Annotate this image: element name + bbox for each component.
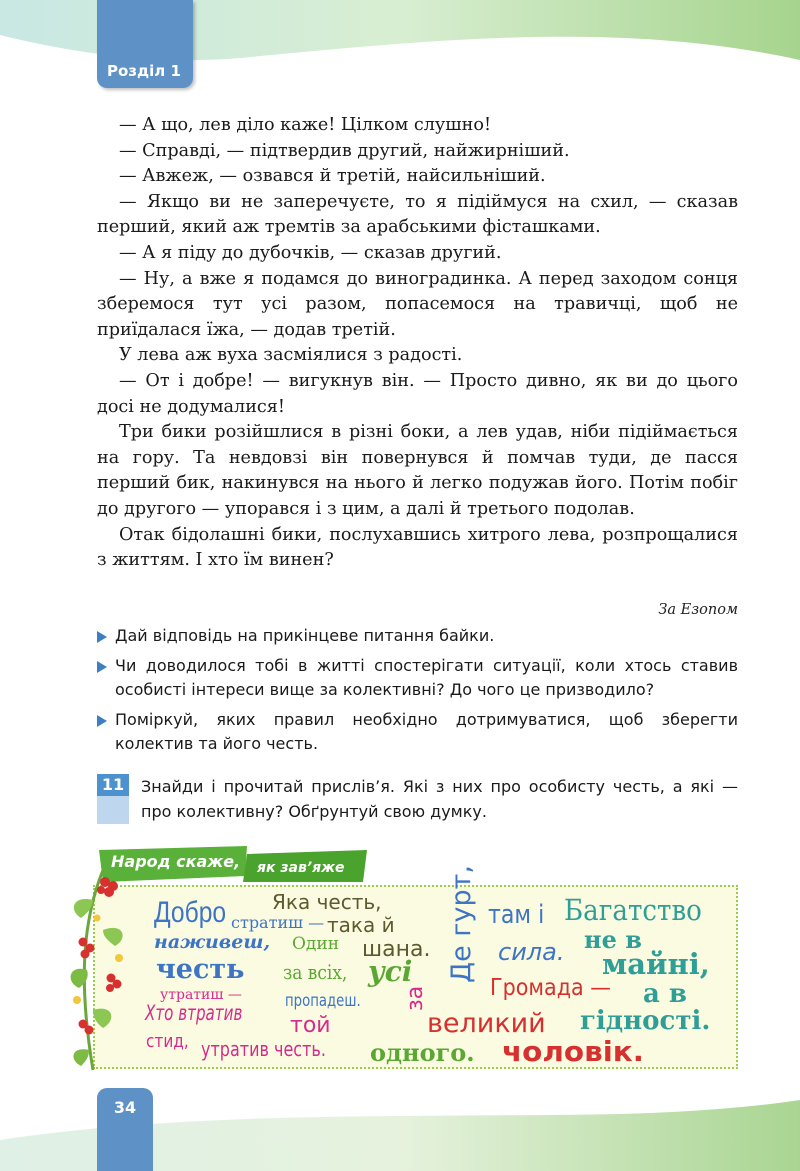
proverb-word: Де гурт, — [446, 865, 477, 983]
proverb-word: гідності. — [580, 1006, 711, 1036]
triangle-bullet-icon — [97, 661, 107, 673]
proverb-word: Хто втратив — [145, 1001, 243, 1025]
proverb-word: там і — [488, 900, 545, 930]
proverb-word: сила. — [498, 938, 565, 966]
proverb-word: Багатство — [564, 893, 702, 927]
section-tab — [97, 0, 193, 88]
proverb-word: Яка честь, — [272, 890, 382, 914]
page-number: 34 — [113, 1098, 137, 1117]
paragraph: — Справді, — підтвердив другий, найжирніший. — [119, 140, 570, 161]
proverb-word: майні, — [602, 947, 710, 981]
proverb-word: Один — [292, 934, 340, 954]
proverb-word: стид, — [146, 1031, 189, 1052]
task-number: 11 — [97, 774, 129, 796]
paragraph: — Ну, а вже я подамся до виноградинка. А перед заходом сонця зберемося тут усі разом, попасемося на травичці, щоб не приїдалася їжа, — додав третій. — [97, 268, 738, 340]
proverb-word: той — [290, 1013, 331, 1038]
viburnum-wreath-icon — [63, 860, 143, 1080]
task-number-badge — [97, 774, 129, 824]
proverb-word: не в — [584, 925, 642, 954]
proverb-word: усі — [368, 955, 413, 988]
proverb-word: така й — [327, 913, 395, 937]
proverb-word: за всіх, — [283, 960, 348, 984]
proverb-word: утратиш — — [160, 987, 242, 1003]
paragraph: — Якщо ви не заперечуєте, то я підіймуся на схил, — сказав перший, який аж тремтів за арабськими фісташками. — [97, 191, 738, 238]
proverb-word: пропадеш. — [285, 991, 361, 1011]
author-attribution: За Езопом — [658, 602, 738, 618]
banner-title: Народ скаже, — [111, 852, 241, 871]
triangle-bullet-icon — [97, 631, 107, 643]
triangle-bullet-icon — [97, 715, 107, 727]
task-block — [97, 774, 738, 824]
paragraph: — От і добре! — вигукнув він. — Просто дивно, як ви до цього досі не додумалися! — [97, 370, 738, 417]
proverb-word: великий — [427, 1008, 546, 1039]
proverb-word: за — [403, 985, 428, 1011]
paragraph: — Авжеж, — озвався й третій, найсильніший. — [119, 166, 546, 187]
paragraph: — А що, лев діло каже! Цілком слушно! — [119, 115, 492, 135]
proverb-word: а в — [643, 979, 687, 1009]
proverb-word: шана. — [362, 937, 431, 962]
proverb-word: наживеш, — [154, 931, 271, 953]
proverb-word: честь — [156, 954, 245, 985]
question-text: Поміркуй, яких правил необхідно дотримуватися, щоб зберегти колектив та його честь. — [115, 710, 738, 753]
paragraph: Отак бідолашні бики, послухавшись хитрого лева, розпрощалися з життям. І хто їм винен? — [97, 524, 738, 571]
fable-text — [97, 113, 738, 574]
proverb-word: утратив честь. — [201, 1037, 326, 1061]
page-number-tab — [97, 1088, 153, 1171]
paragraph: — А я піду до дубочків, — сказав другий. — [119, 242, 502, 263]
section-label: Розділ 1 — [107, 62, 181, 80]
question-item — [97, 624, 738, 648]
paragraph: Три бики розійшлися в різні боки, а лев удав, ніби підіймається на гору. Та невдовзі він повернувся й помчав туди, де пасся перший бик, накинувся на нього й легко подужав його. Потім побіг до другого — упорався і з цим, а далі й третього подолав. — [97, 422, 738, 519]
proverb-word: стратиш — — [231, 913, 325, 932]
banner-subtitle: як зав’яже — [257, 860, 345, 876]
question-text: Дай відповідь на прикінцеве питання байки. — [115, 626, 495, 645]
task-text: Знайди і прочитай прислів’я. Які з них про особисту честь, а які — про колективну? Обґрунтуй свою думку. — [141, 777, 738, 821]
question-list — [97, 624, 738, 762]
proverb-word: одного. — [370, 1038, 475, 1067]
question-item — [97, 654, 738, 702]
question-text: Чи доводилося тобі в житті спостерігати ситуації, коли хтось ставив особисті інтереси вище за колективні? До чого це призводило? — [115, 656, 738, 699]
question-item — [97, 708, 738, 756]
paragraph: У лева аж вуха засміялися з радості. — [119, 345, 463, 366]
proverb-word: Добро — [154, 896, 227, 929]
proverb-word: Громада — — [490, 975, 612, 1001]
proverb-word: чоловік. — [502, 1035, 644, 1068]
